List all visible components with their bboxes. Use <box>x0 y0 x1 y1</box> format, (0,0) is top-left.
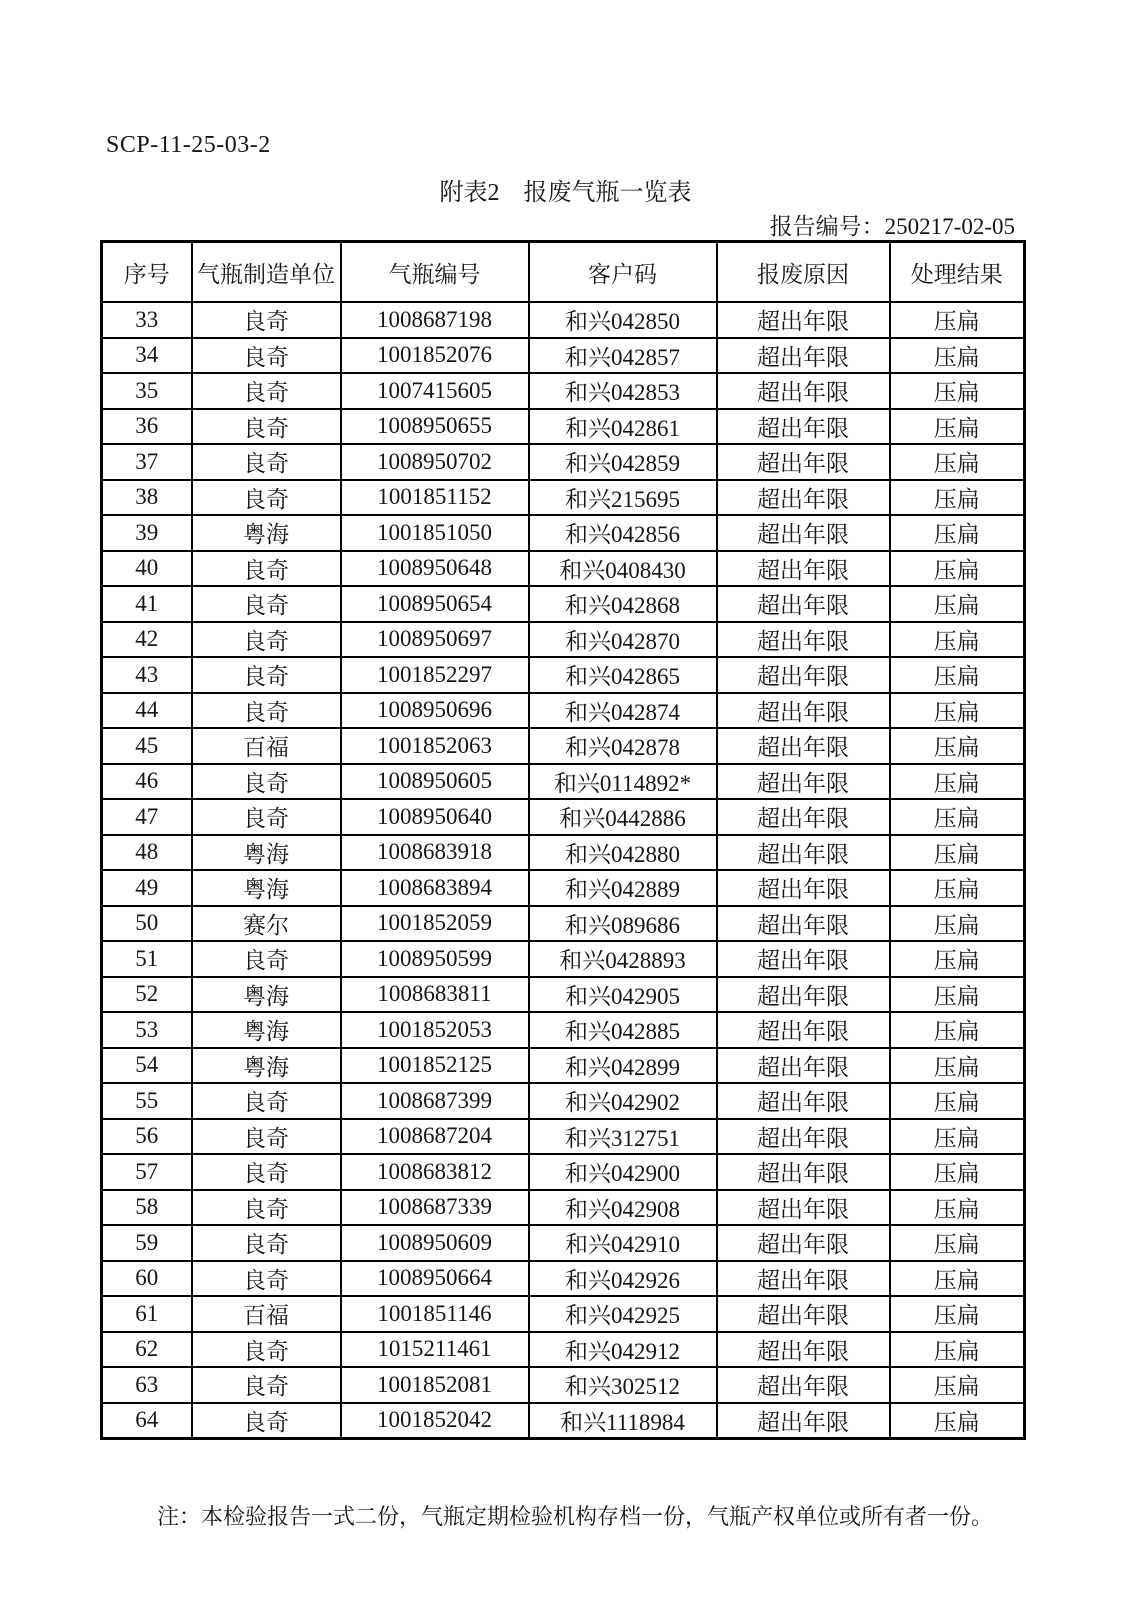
table-row <box>102 1190 1025 1226</box>
cell-reason: 超出年限 <box>717 835 890 871</box>
table-row <box>102 444 1025 480</box>
cell-cylinder-no: 1008950654 <box>341 586 529 622</box>
cell-customer-code: 和兴042859 <box>529 444 717 480</box>
cell-index: 59 <box>102 1225 192 1261</box>
cell-reason: 超出年限 <box>717 1154 890 1190</box>
cell-reason: 超出年限 <box>717 1261 890 1297</box>
cell-customer-code: 和兴215695 <box>529 480 717 516</box>
cell-manufacturer: 良奇 <box>192 1083 341 1119</box>
cell-manufacturer: 粤海 <box>192 835 341 871</box>
cell-result: 压扁 <box>890 906 1025 942</box>
table-row <box>102 1296 1025 1332</box>
cell-index: 40 <box>102 551 192 587</box>
report-number-label: 报告编号： <box>769 214 885 239</box>
table-row <box>102 1225 1025 1261</box>
cell-cylinder-no: 1008687399 <box>341 1083 529 1119</box>
cell-index: 44 <box>102 693 192 729</box>
cell-customer-code: 和兴042900 <box>529 1154 717 1190</box>
cell-manufacturer: 良奇 <box>192 657 341 693</box>
cell-manufacturer: 良奇 <box>192 1225 341 1261</box>
cell-manufacturer: 百福 <box>192 728 341 764</box>
cell-manufacturer: 良奇 <box>192 1154 341 1190</box>
table-row <box>102 622 1025 658</box>
cell-result: 压扁 <box>890 515 1025 551</box>
table-row <box>102 764 1025 800</box>
cell-customer-code: 和兴042856 <box>529 515 717 551</box>
cell-reason: 超出年限 <box>717 1225 890 1261</box>
cell-customer-code: 和兴042925 <box>529 1296 717 1332</box>
cell-cylinder-no: 1015211461 <box>341 1332 529 1368</box>
cell-reason: 超出年限 <box>717 1403 890 1439</box>
cell-manufacturer: 粤海 <box>192 515 341 551</box>
cell-index: 63 <box>102 1367 192 1403</box>
cell-cylinder-no: 1001852063 <box>341 728 529 764</box>
cell-reason: 超出年限 <box>717 1332 890 1368</box>
table-row <box>102 515 1025 551</box>
cell-reason: 超出年限 <box>717 1012 890 1048</box>
table-row <box>102 799 1025 835</box>
table-row <box>102 693 1025 729</box>
cell-reason: 超出年限 <box>717 302 890 338</box>
cell-reason: 超出年限 <box>717 870 890 906</box>
cell-result: 压扁 <box>890 1190 1025 1226</box>
cell-reason: 超出年限 <box>717 977 890 1013</box>
cell-result: 压扁 <box>890 1012 1025 1048</box>
cell-manufacturer: 良奇 <box>192 941 341 977</box>
cell-cylinder-no: 1001852053 <box>341 1012 529 1048</box>
table-row <box>102 657 1025 693</box>
cell-customer-code: 和兴042857 <box>529 338 717 374</box>
cell-reason: 超出年限 <box>717 1367 890 1403</box>
cell-customer-code: 和兴042910 <box>529 1225 717 1261</box>
cell-customer-code: 和兴089686 <box>529 906 717 942</box>
table-header-row <box>102 242 1025 303</box>
cell-cylinder-no: 1008950696 <box>341 693 529 729</box>
cell-index: 36 <box>102 409 192 445</box>
cell-manufacturer: 良奇 <box>192 444 341 480</box>
cell-reason: 超出年限 <box>717 444 890 480</box>
cell-result: 压扁 <box>890 728 1025 764</box>
cell-index: 50 <box>102 906 192 942</box>
cell-reason: 超出年限 <box>717 906 890 942</box>
cell-index: 64 <box>102 1403 192 1439</box>
cell-cylinder-no: 1008950599 <box>341 941 529 977</box>
cell-result: 压扁 <box>890 1154 1025 1190</box>
table-row <box>102 480 1025 516</box>
cell-manufacturer: 良奇 <box>192 409 341 445</box>
cell-reason: 超出年限 <box>717 409 890 445</box>
table-body <box>102 302 1025 1439</box>
cell-reason: 超出年限 <box>717 728 890 764</box>
cell-result: 压扁 <box>890 444 1025 480</box>
cell-index: 55 <box>102 1083 192 1119</box>
cell-cylinder-no: 1008950702 <box>341 444 529 480</box>
scrapped-cylinders-table <box>100 240 1026 1440</box>
cell-manufacturer: 良奇 <box>192 480 341 516</box>
cell-index: 35 <box>102 373 192 409</box>
cell-manufacturer: 良奇 <box>192 373 341 409</box>
cell-result: 压扁 <box>890 1261 1025 1297</box>
cell-cylinder-no: 1008687339 <box>341 1190 529 1226</box>
cell-reason: 超出年限 <box>717 693 890 729</box>
cell-cylinder-no: 1008687198 <box>341 302 529 338</box>
cell-customer-code: 和兴042899 <box>529 1048 717 1084</box>
cell-result: 压扁 <box>890 338 1025 374</box>
cell-result: 压扁 <box>890 693 1025 729</box>
cell-result: 压扁 <box>890 373 1025 409</box>
cell-manufacturer: 粤海 <box>192 1048 341 1084</box>
cell-cylinder-no: 1008950664 <box>341 1261 529 1297</box>
cell-cylinder-no: 1001851050 <box>341 515 529 551</box>
col-header-index: 序号 <box>102 242 192 303</box>
table-row <box>102 906 1025 942</box>
cell-manufacturer: 良奇 <box>192 586 341 622</box>
cell-cylinder-no: 1008683811 <box>341 977 529 1013</box>
col-header-reason: 报废原因 <box>717 242 890 303</box>
cell-reason: 超出年限 <box>717 941 890 977</box>
table-row <box>102 1332 1025 1368</box>
cell-result: 压扁 <box>890 1332 1025 1368</box>
cell-customer-code: 和兴042885 <box>529 1012 717 1048</box>
cell-cylinder-no: 1001852297 <box>341 657 529 693</box>
cell-customer-code: 和兴042853 <box>529 373 717 409</box>
table-row <box>102 728 1025 764</box>
cell-result: 压扁 <box>890 1083 1025 1119</box>
cell-index: 49 <box>102 870 192 906</box>
cell-customer-code: 和兴042870 <box>529 622 717 658</box>
cell-result: 压扁 <box>890 1119 1025 1155</box>
cell-result: 压扁 <box>890 302 1025 338</box>
cell-result: 压扁 <box>890 1225 1025 1261</box>
cell-manufacturer: 良奇 <box>192 302 341 338</box>
cell-manufacturer: 良奇 <box>192 693 341 729</box>
cell-index: 41 <box>102 586 192 622</box>
cell-result: 压扁 <box>890 835 1025 871</box>
cell-customer-code: 和兴042850 <box>529 302 717 338</box>
cell-customer-code: 和兴0442886 <box>529 799 717 835</box>
cell-reason: 超出年限 <box>717 586 890 622</box>
cell-result: 压扁 <box>890 977 1025 1013</box>
table-row <box>102 870 1025 906</box>
cell-index: 46 <box>102 764 192 800</box>
cell-manufacturer: 良奇 <box>192 1261 341 1297</box>
col-header-manufacturer: 气瓶制造单位 <box>192 242 341 303</box>
cell-customer-code: 和兴302512 <box>529 1367 717 1403</box>
cell-manufacturer: 粤海 <box>192 1012 341 1048</box>
report-number-value: 250217-02-05 <box>884 214 1015 239</box>
table-row <box>102 941 1025 977</box>
cell-cylinder-no: 1008683918 <box>341 835 529 871</box>
cell-reason: 超出年限 <box>717 551 890 587</box>
cell-result: 压扁 <box>890 764 1025 800</box>
cell-cylinder-no: 1008950648 <box>341 551 529 587</box>
cell-result: 压扁 <box>890 941 1025 977</box>
cell-reason: 超出年限 <box>717 1048 890 1084</box>
cell-manufacturer: 良奇 <box>192 764 341 800</box>
cell-manufacturer: 良奇 <box>192 1332 341 1368</box>
col-header-customer-code: 客户码 <box>529 242 717 303</box>
cell-customer-code: 和兴0114892* <box>529 764 717 800</box>
cell-index: 57 <box>102 1154 192 1190</box>
cell-cylinder-no: 1008950609 <box>341 1225 529 1261</box>
cell-manufacturer: 良奇 <box>192 1119 341 1155</box>
cell-reason: 超出年限 <box>717 657 890 693</box>
cell-cylinder-no: 1008950655 <box>341 409 529 445</box>
cell-result: 压扁 <box>890 622 1025 658</box>
cell-cylinder-no: 1001852076 <box>341 338 529 374</box>
table-row <box>102 1119 1025 1155</box>
cell-manufacturer: 赛尔 <box>192 906 341 942</box>
table-row <box>102 1261 1025 1297</box>
cell-index: 61 <box>102 1296 192 1332</box>
cell-result: 压扁 <box>890 1296 1025 1332</box>
cell-reason: 超出年限 <box>717 1296 890 1332</box>
cell-index: 62 <box>102 1332 192 1368</box>
cell-customer-code: 和兴042902 <box>529 1083 717 1119</box>
cell-index: 39 <box>102 515 192 551</box>
cell-reason: 超出年限 <box>717 764 890 800</box>
cell-reason: 超出年限 <box>717 373 890 409</box>
cell-customer-code: 和兴042868 <box>529 586 717 622</box>
page-title: 附表2 报废气瓶一览表 <box>439 180 692 206</box>
cell-manufacturer: 良奇 <box>192 799 341 835</box>
cell-result: 压扁 <box>890 799 1025 835</box>
cell-cylinder-no: 1001851152 <box>341 480 529 516</box>
cell-result: 压扁 <box>890 870 1025 906</box>
cell-reason: 超出年限 <box>717 480 890 516</box>
cell-result: 压扁 <box>890 586 1025 622</box>
cell-cylinder-no: 1008950640 <box>341 799 529 835</box>
footer-note: 注：本检验报告一式二份，气瓶定期检验机构存档一份，气瓶产权单位或所有者一份。 <box>157 1504 994 1529</box>
table-row <box>102 835 1025 871</box>
cell-cylinder-no: 1008950697 <box>341 622 529 658</box>
cell-index: 38 <box>102 480 192 516</box>
cell-cylinder-no: 1001852042 <box>341 1403 529 1439</box>
cell-index: 43 <box>102 657 192 693</box>
cell-index: 33 <box>102 302 192 338</box>
cell-cylinder-no: 1001852081 <box>341 1367 529 1403</box>
cell-reason: 超出年限 <box>717 1083 890 1119</box>
table-row <box>102 409 1025 445</box>
cell-customer-code: 和兴042865 <box>529 657 717 693</box>
cell-customer-code: 和兴0408430 <box>529 551 717 587</box>
table-row <box>102 977 1025 1013</box>
cell-customer-code: 和兴042912 <box>529 1332 717 1368</box>
cell-customer-code: 和兴042908 <box>529 1190 717 1226</box>
cell-manufacturer: 粤海 <box>192 870 341 906</box>
cell-customer-code: 和兴1118984 <box>529 1403 717 1439</box>
cell-result: 压扁 <box>890 1403 1025 1439</box>
table-row <box>102 302 1025 338</box>
col-header-result: 处理结果 <box>890 242 1025 303</box>
cell-cylinder-no: 1008683894 <box>341 870 529 906</box>
cell-cylinder-no: 1001851146 <box>341 1296 529 1332</box>
cell-result: 压扁 <box>890 1367 1025 1403</box>
cell-customer-code: 和兴042926 <box>529 1261 717 1297</box>
cell-index: 52 <box>102 977 192 1013</box>
cell-manufacturer: 良奇 <box>192 1403 341 1439</box>
cell-index: 58 <box>102 1190 192 1226</box>
cell-manufacturer: 良奇 <box>192 1367 341 1403</box>
cell-customer-code: 和兴042889 <box>529 870 717 906</box>
cell-manufacturer: 百福 <box>192 1296 341 1332</box>
cell-index: 60 <box>102 1261 192 1297</box>
cell-cylinder-no: 1008687204 <box>341 1119 529 1155</box>
cell-reason: 超出年限 <box>717 338 890 374</box>
cell-customer-code: 和兴042861 <box>529 409 717 445</box>
table-row <box>102 586 1025 622</box>
cell-index: 47 <box>102 799 192 835</box>
cell-reason: 超出年限 <box>717 1190 890 1226</box>
cell-index: 51 <box>102 941 192 977</box>
cell-result: 压扁 <box>890 409 1025 445</box>
cell-cylinder-no: 1008950605 <box>341 764 529 800</box>
cell-reason: 超出年限 <box>717 1119 890 1155</box>
report-number <box>770 208 1015 241</box>
cell-reason: 超出年限 <box>717 799 890 835</box>
cell-customer-code: 和兴0428893 <box>529 941 717 977</box>
cell-index: 54 <box>102 1048 192 1084</box>
cell-index: 42 <box>102 622 192 658</box>
cell-manufacturer: 良奇 <box>192 338 341 374</box>
cell-index: 34 <box>102 338 192 374</box>
cell-result: 压扁 <box>890 1048 1025 1084</box>
cell-index: 56 <box>102 1119 192 1155</box>
table-row <box>102 1403 1025 1439</box>
table-row <box>102 1048 1025 1084</box>
cell-result: 压扁 <box>890 480 1025 516</box>
table-row <box>102 338 1025 374</box>
cell-customer-code: 和兴042878 <box>529 728 717 764</box>
cell-cylinder-no: 1007415605 <box>341 373 529 409</box>
table-row <box>102 1154 1025 1190</box>
table-row <box>102 373 1025 409</box>
table-row <box>102 1367 1025 1403</box>
cell-reason: 超出年限 <box>717 515 890 551</box>
table-row <box>102 1083 1025 1119</box>
cell-manufacturer: 良奇 <box>192 622 341 658</box>
cell-cylinder-no: 1001852125 <box>341 1048 529 1084</box>
cell-cylinder-no: 1008683812 <box>341 1154 529 1190</box>
cell-customer-code: 和兴042880 <box>529 835 717 871</box>
table-row <box>102 1012 1025 1048</box>
cell-manufacturer: 粤海 <box>192 977 341 1013</box>
cell-manufacturer: 良奇 <box>192 1190 341 1226</box>
col-header-cylinder-no: 气瓶编号 <box>341 242 529 303</box>
cell-index: 37 <box>102 444 192 480</box>
cell-result: 压扁 <box>890 551 1025 587</box>
cell-index: 53 <box>102 1012 192 1048</box>
cell-reason: 超出年限 <box>717 622 890 658</box>
cell-manufacturer: 良奇 <box>192 551 341 587</box>
cell-index: 48 <box>102 835 192 871</box>
cell-customer-code: 和兴042905 <box>529 977 717 1013</box>
cell-customer-code: 和兴312751 <box>529 1119 717 1155</box>
cell-index: 45 <box>102 728 192 764</box>
doc-code: SCP-11-25-03-2 <box>106 132 271 158</box>
cell-result: 压扁 <box>890 657 1025 693</box>
cell-cylinder-no: 1001852059 <box>341 906 529 942</box>
table-row <box>102 551 1025 587</box>
cell-customer-code: 和兴042874 <box>529 693 717 729</box>
